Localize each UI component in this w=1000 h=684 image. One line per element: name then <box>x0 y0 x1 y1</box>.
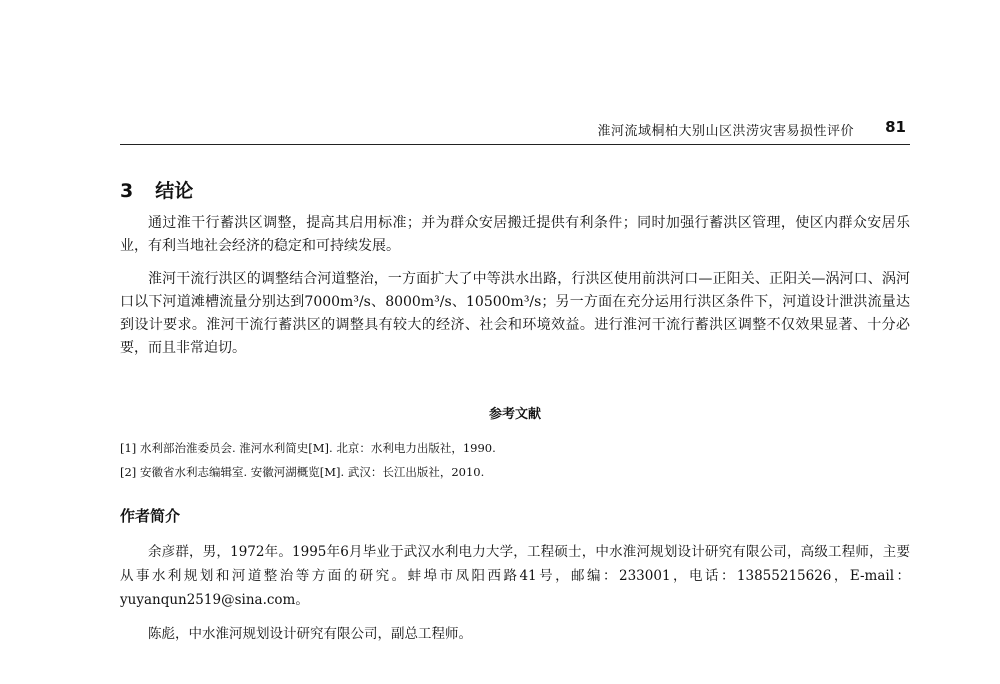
section-number: 3 <box>120 180 134 202</box>
author-bio-1: 余彦群，男，1972年。1995年6月毕业于武汉水利电力大学，工程硕士，中水淮河规划设计研究有限公司，高级工程师，主要从事水利规划和河道整治等方面的研究。蚌埠市凤阳西路41号，邮编：233001，电话：13855215626，E-mail：yuyanqun2519@sina.com。 <box>120 544 910 608</box>
page-number: 81 <box>885 118 906 136</box>
conclusion-paragraph-1: 通过淮干行蓄洪区调整，提高其启用标准；并为群众安居搬迁提供有利条件；同时加强行蓄洪区管理，使区内群众安居乐业，有利当地社会经济的稳定和可持续发展。 <box>120 215 910 254</box>
section-heading <box>120 176 193 203</box>
section-title: 结论 <box>155 180 194 202</box>
reference-item-2: [2] 安徽省水利志编辑室. 安徽河湖概览[M]. 武汉：长江出版社，2010. <box>120 465 485 479</box>
conclusion-paragraph-2: 淮河干流行洪区的调整结合河道整治，一方面扩大了中等洪水出路，行洪区使用前洪河口—正阳关、正阳关—涡河口、涡河口以下河道滩槽流量分别达到7000m³/s、8000m³/s、10500m³/s；另一方面在充分运用行洪区条件下，河道设计泄洪流量达到设计要求。淮河干流行蓄洪区的调整具有较大的经济、社会和环境效益。进行淮河干流行蓄洪区调整不仅效果显著、十分必要，而且非常迫切。 <box>120 271 910 356</box>
reference-item-1: [1] 水利部治淮委员会. 淮河水利简史[M]. 北京：水利电力出版社，1990. <box>120 441 496 455</box>
author-intro-heading: 作者简介 <box>120 507 181 525</box>
running-header <box>120 118 910 145</box>
running-header-title: 淮河流域桐柏大别山区洪涝灾害易损性评价 <box>597 124 854 139</box>
author-bio-2: 陈彪，中水淮河规划设计研究有限公司，副总工程师。 <box>148 626 472 642</box>
references-heading: 参考文献 <box>488 407 541 422</box>
